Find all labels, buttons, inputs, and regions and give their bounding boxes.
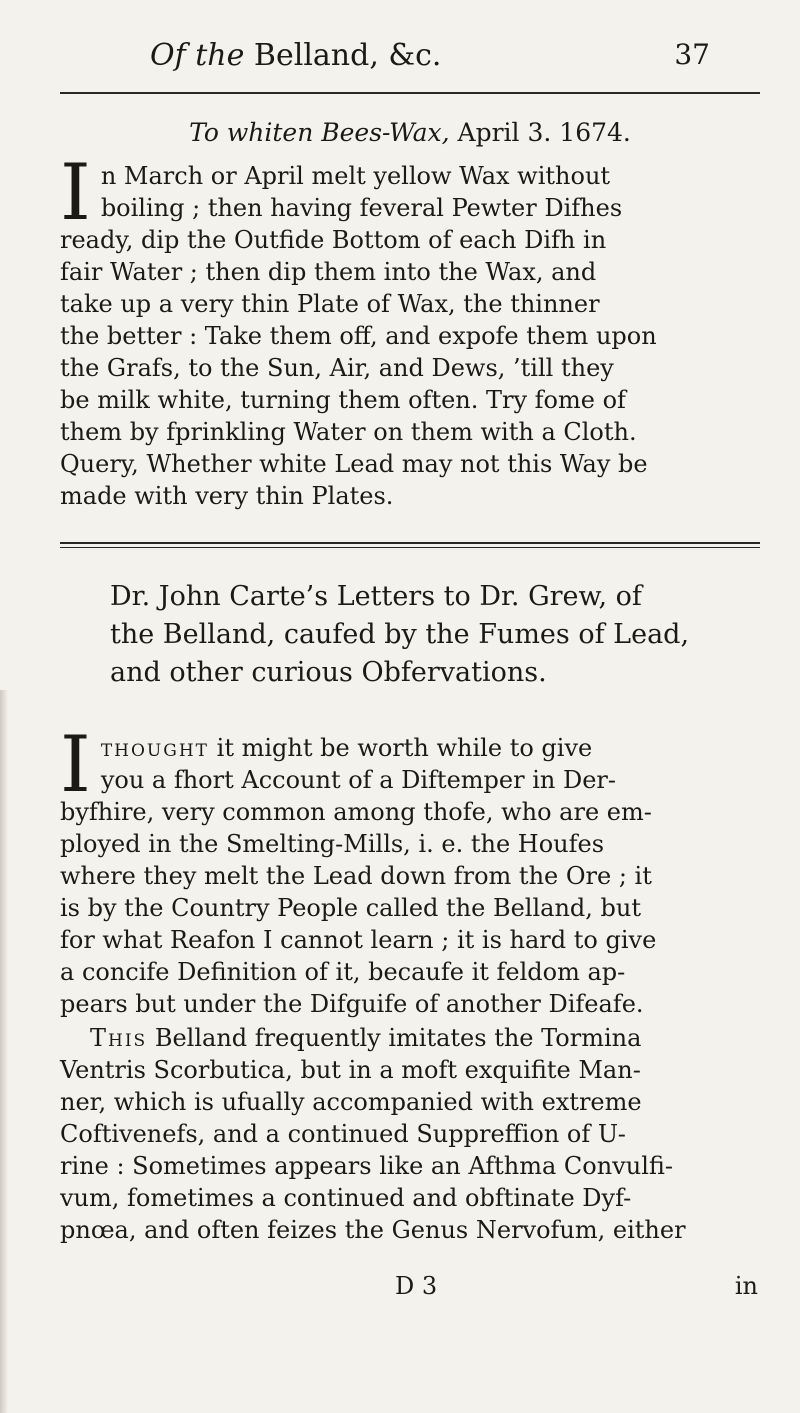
text-line: fair Water ; then dip them into the Wax, and: [60, 258, 597, 286]
signature-mark: D 3: [395, 1272, 438, 1300]
section1-heading-date: April 3. 1674.: [457, 118, 631, 147]
text-line: boiling ; then having feveral Pewter Difhes: [100, 194, 623, 222]
text-line: pears but under the Difguife of another Difeafe.: [60, 990, 644, 1018]
text-line: byfhire, very common among thofe, who are em-: [60, 798, 652, 826]
text-line: pnœa, and often feizes the Genus Nervofum, either: [60, 1216, 686, 1244]
section2-title-line: and other curious Obfervations.: [110, 657, 547, 688]
text-line: Coftivenefs, and a continued Suppreffion of U-: [60, 1120, 626, 1148]
text-line: a concife Definition of it, becaufe it feldom ap-: [60, 958, 626, 986]
text-line: Query, Whether white Lead may not this Way be: [60, 450, 648, 478]
page-gutter-shadow: [0, 690, 8, 1413]
text-line: take up a very thin Plate of Wax, the thinner: [60, 290, 600, 318]
lead-word: This: [90, 1024, 148, 1052]
text-line: Ventris Scorbutica, but in a moft exquifite Man-: [60, 1056, 641, 1084]
text-line: you a fhort Account of a Diftemper in Der-: [100, 766, 616, 794]
text-line: Belland frequently imitates the Tormina: [154, 1024, 642, 1052]
running-head: [150, 38, 710, 73]
section-divider-rule: [60, 542, 760, 544]
text-line: vum, fometimes a continued and obftinate Dyf-: [60, 1184, 632, 1212]
text-line: made with very thin Plates.: [60, 482, 394, 510]
text-line: the Grafs, to the Sun, Air, and Dews, ’till they: [60, 354, 614, 382]
text-line: ployed in the Smelting-Mills, i. e. the Houfes: [60, 830, 605, 858]
text-line: rine : Sometimes appears like an Afthma Convulfi-: [60, 1152, 673, 1180]
text-line: for what Reafon I cannot learn ; it is hard to give: [60, 926, 657, 954]
dropcap: I: [60, 148, 91, 238]
text-line: the better : Take them off, and expofe them upon: [60, 322, 657, 350]
section2-paragraph-1: [60, 720, 760, 1020]
text-line: them by fprinkling Water on them with a Cloth.: [60, 418, 637, 446]
section2-title-line: Dr. John Carte’s Letters to Dr. Grew, of: [110, 581, 642, 612]
running-head-title: Of the: [150, 38, 245, 73]
text-line: it might be worth while to give: [216, 734, 593, 762]
text-line: is by the Country People called the Belland, but: [60, 894, 642, 922]
lead-word: thought: [100, 734, 209, 762]
text-line: be milk white, turning them often. Try fome of: [60, 386, 626, 414]
text-line: where they melt the Lead down from the Ore ; it: [60, 862, 652, 890]
text-line: ready, dip the Outfide Bottom of each Difh in: [60, 226, 607, 254]
section1-paragraph: [60, 148, 760, 512]
section1-heading: [60, 118, 760, 147]
header-rule: [60, 92, 760, 94]
section2-title: [110, 578, 770, 692]
section1-heading-title: To whiten Bees-Wax,: [189, 118, 450, 147]
section-divider-rule-thin: [60, 547, 760, 548]
section2-title-line: the Belland, caufed by the Fumes of Lead,: [110, 619, 690, 650]
text-line: ner, which is ufually accompanied with extreme: [60, 1088, 642, 1116]
running-head-title-rest: Belland, &c.: [253, 38, 442, 73]
page-number: 37: [674, 38, 710, 71]
text-line: n March or April melt yellow Wax without: [100, 162, 611, 190]
section2-paragraph-2: [60, 1022, 760, 1246]
dropcap: I: [60, 720, 91, 810]
catchword: in: [734, 1272, 758, 1300]
